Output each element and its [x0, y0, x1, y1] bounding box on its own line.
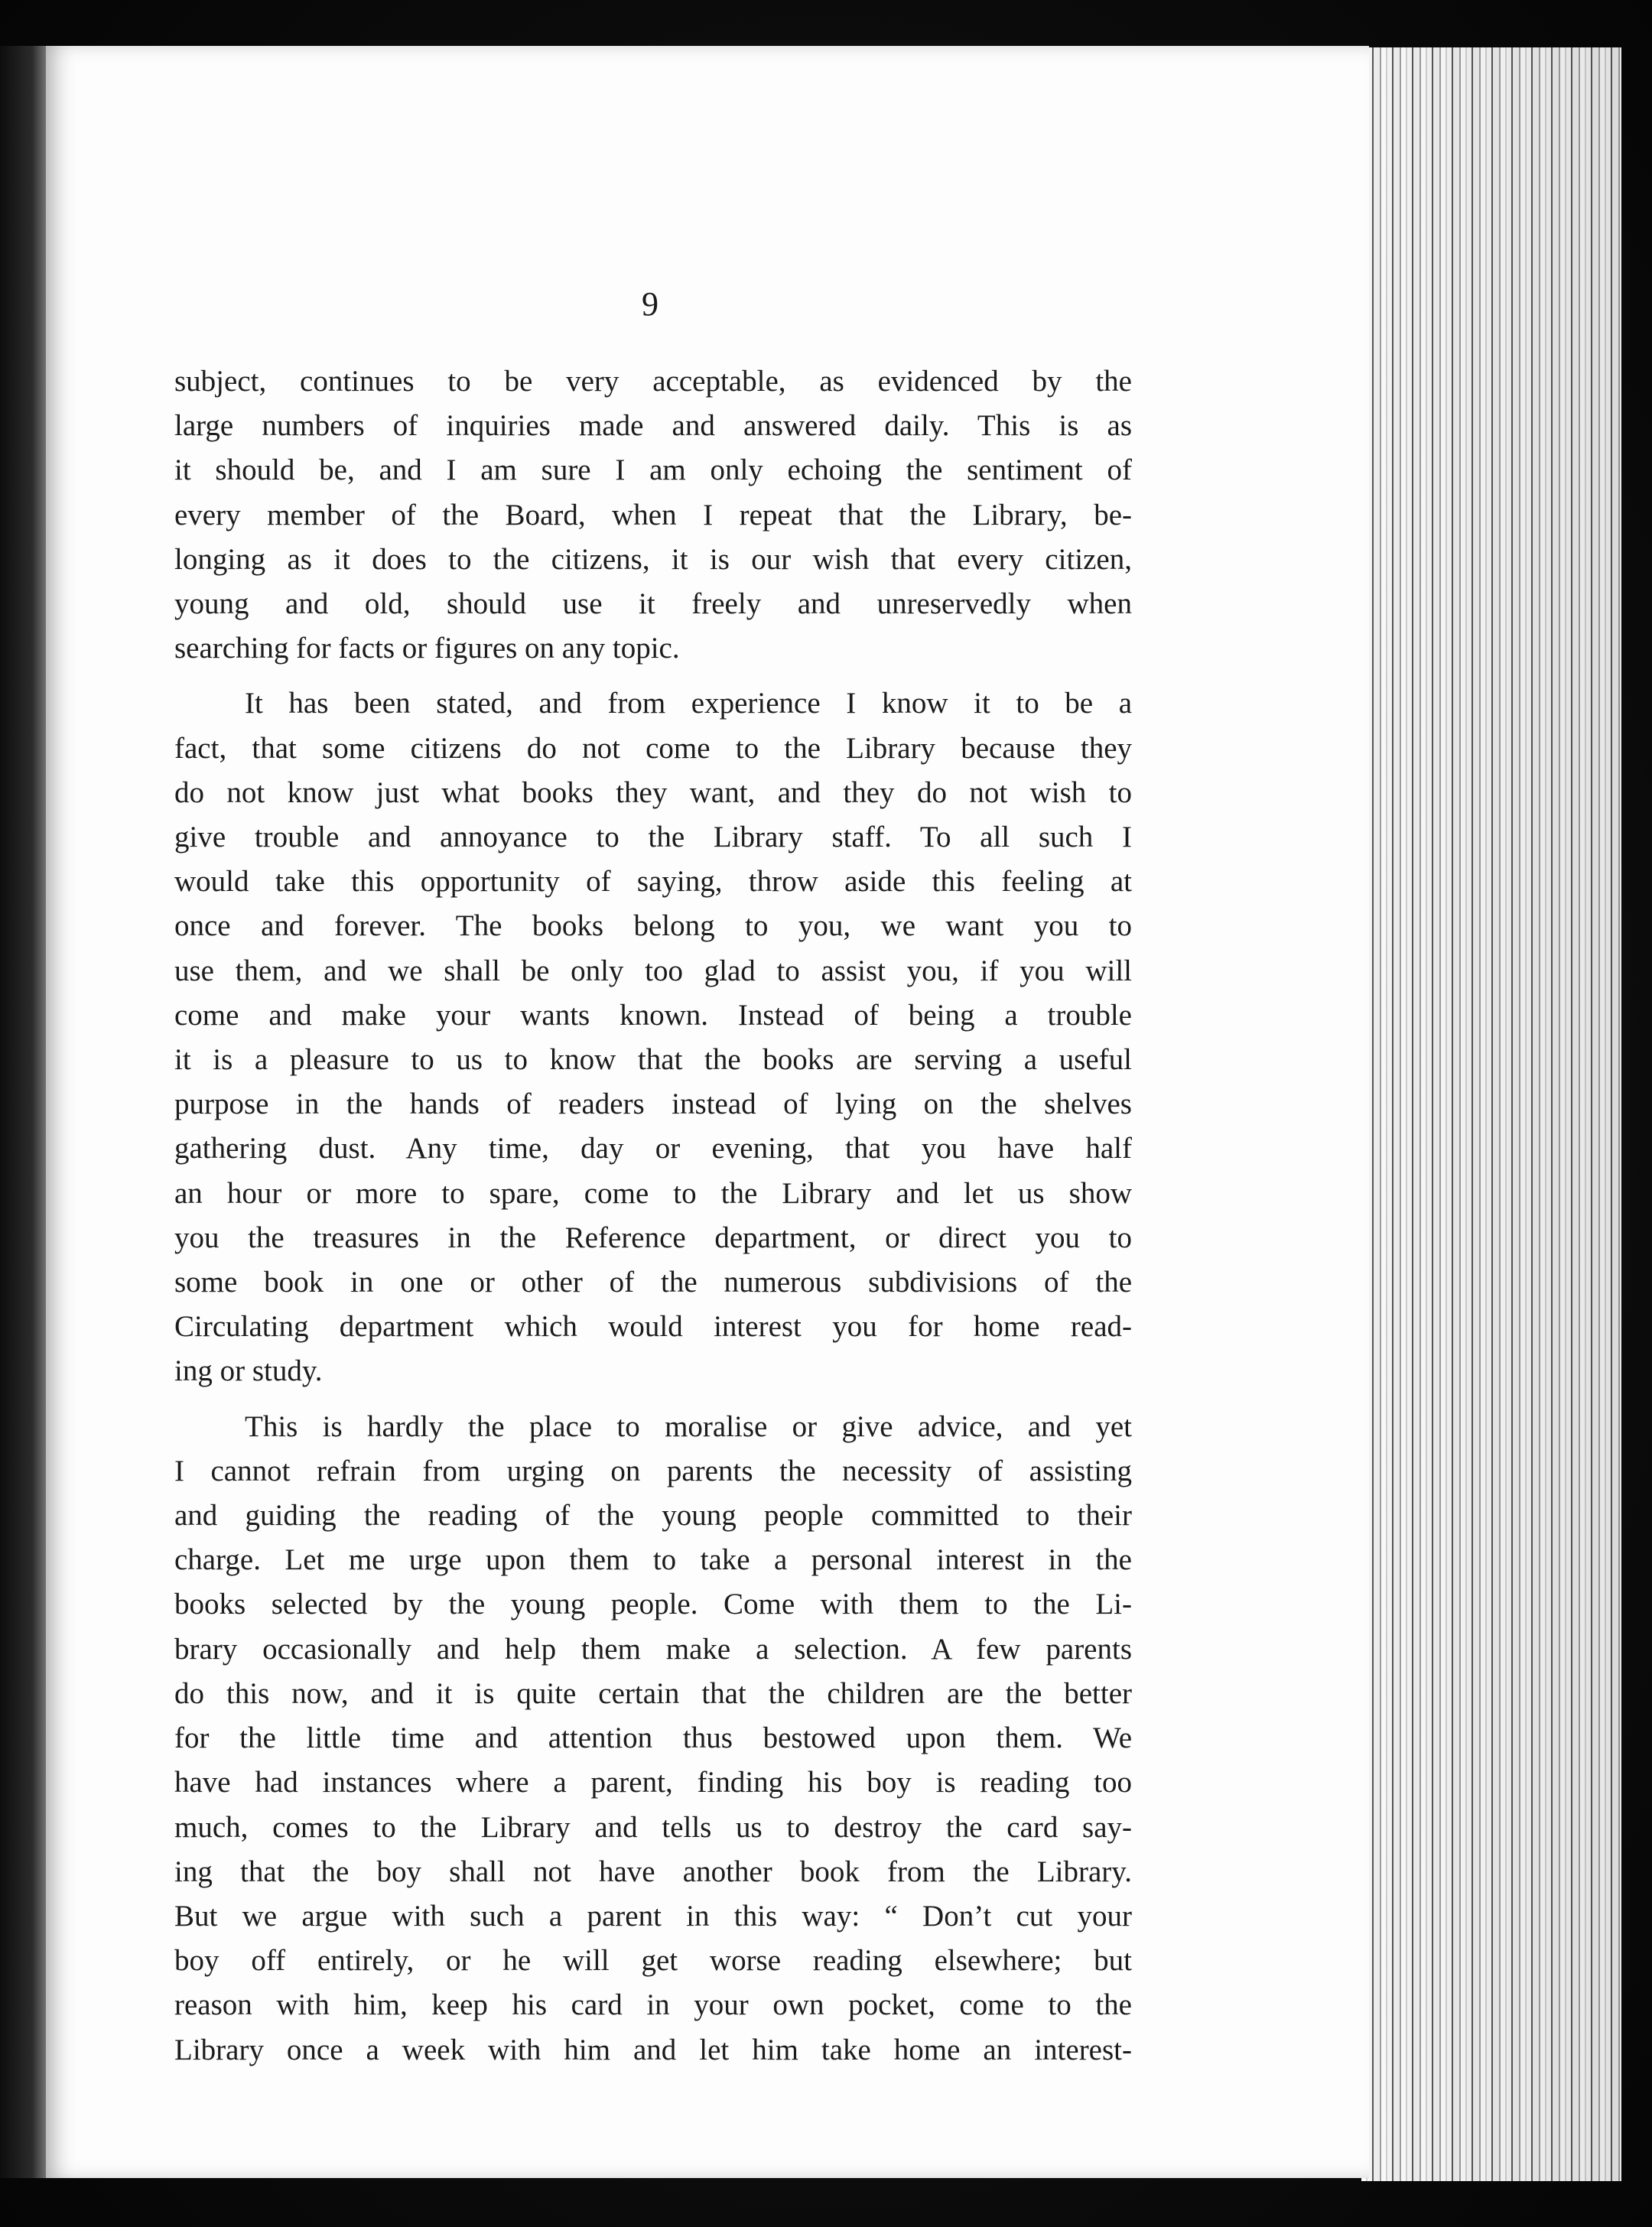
text-line: Circulating department which would interest you for home read-	[174, 1310, 1132, 1344]
paragraph-3	[174, 1405, 1132, 2073]
text-line: brary occasionally and help them make a selection. A few parents	[174, 1632, 1132, 1666]
text-line: give trouble and annoyance to the Library staff. To all such I	[174, 821, 1132, 854]
text-line: do not know just what books they want, and they do not wish to	[174, 775, 1132, 809]
text-line: it should be, and I am sure I am only echoing the sentiment of	[174, 454, 1132, 487]
text-line: But we argue with such a parent in this way: “ Don’t cut your	[174, 1899, 1132, 1933]
text-line: some book in one or other of the numerous subdivisions of the	[174, 1266, 1132, 1299]
text-line: gathering dust. Any time, day or evening, that you have half	[174, 1132, 1132, 1166]
text-line: you the treasures in the Reference department, or direct you to	[174, 1221, 1132, 1254]
text-line: use them, and we shall be only too glad to assist you, if you will	[174, 954, 1132, 987]
text-line: boy off entirely, or he will get worse reading elsewhere; but	[174, 1944, 1132, 1978]
text-line: would take this opportunity of saying, throw aside this feeling at	[174, 865, 1132, 899]
text-line: young and old, should use it freely and unreservedly when	[174, 587, 1132, 621]
text-line: have had instances where a parent, finding his boy is reading too	[174, 1766, 1132, 1799]
text-line: and guiding the reading of the young people committed to their	[174, 1499, 1132, 1533]
book-page-edges-shade	[1361, 47, 1621, 2181]
text-line: do this now, and it is quite certain that the children are the better	[174, 1676, 1132, 1710]
paragraph-2	[174, 681, 1132, 1393]
paragraph-1	[174, 359, 1132, 671]
text-line: It has been stated, and from experience I know it to be a	[245, 687, 1132, 720]
text-line: searching for facts or figures on any topic.	[174, 632, 680, 665]
text-line: ing that the boy shall not have another book from the Library.	[174, 1855, 1132, 1888]
text-line: longing as it does to the citizens, it is our wish that every citizen,	[174, 542, 1132, 576]
text-line: reason with him, keep his card in your own pocket, come to the	[174, 1988, 1132, 2022]
text-line: much, comes to the Library and tells us to destroy the card say-	[174, 1810, 1132, 1844]
text-line: subject, continues to be very acceptable, as evidenced by the	[174, 365, 1132, 398]
text-line: for the little time and attention thus bestowed upon them. We	[174, 1721, 1132, 1755]
text-line: large numbers of inquiries made and answered daily. This is as	[174, 409, 1132, 443]
text-line: come and make your wants known. Instead of being a trouble	[174, 998, 1132, 1032]
text-line: This is hardly the place to moralise or give advice, and yet	[245, 1409, 1132, 1443]
text-line: I cannot refrain from urging on parents the necessity of assisting	[174, 1454, 1132, 1487]
text-line: charge. Let me urge upon them to take a personal interest in the	[174, 1543, 1132, 1577]
body-text	[174, 359, 1132, 2073]
text-line: fact, that some citizens do not come to the Library because they	[174, 731, 1132, 765]
text-line: books selected by the young people. Come with them to the Li-	[174, 1588, 1132, 1621]
text-line: every member of the Board, when I repeat that the Library, be-	[174, 498, 1132, 532]
text-line: purpose in the hands of readers instead of lying on the shelves	[174, 1087, 1132, 1121]
text-line: once and forever. The books belong to you, we want you to	[174, 909, 1132, 943]
text-line: it is a pleasure to us to know that the books are serving a useful	[174, 1043, 1132, 1077]
page-number: 9	[642, 285, 659, 323]
text-line: Library once a week with him and let him take home an interest-	[174, 2033, 1132, 2066]
text-line: ing or study.	[174, 1354, 323, 1388]
text-line: an hour or more to spare, come to the Library and let us show	[174, 1176, 1132, 1210]
